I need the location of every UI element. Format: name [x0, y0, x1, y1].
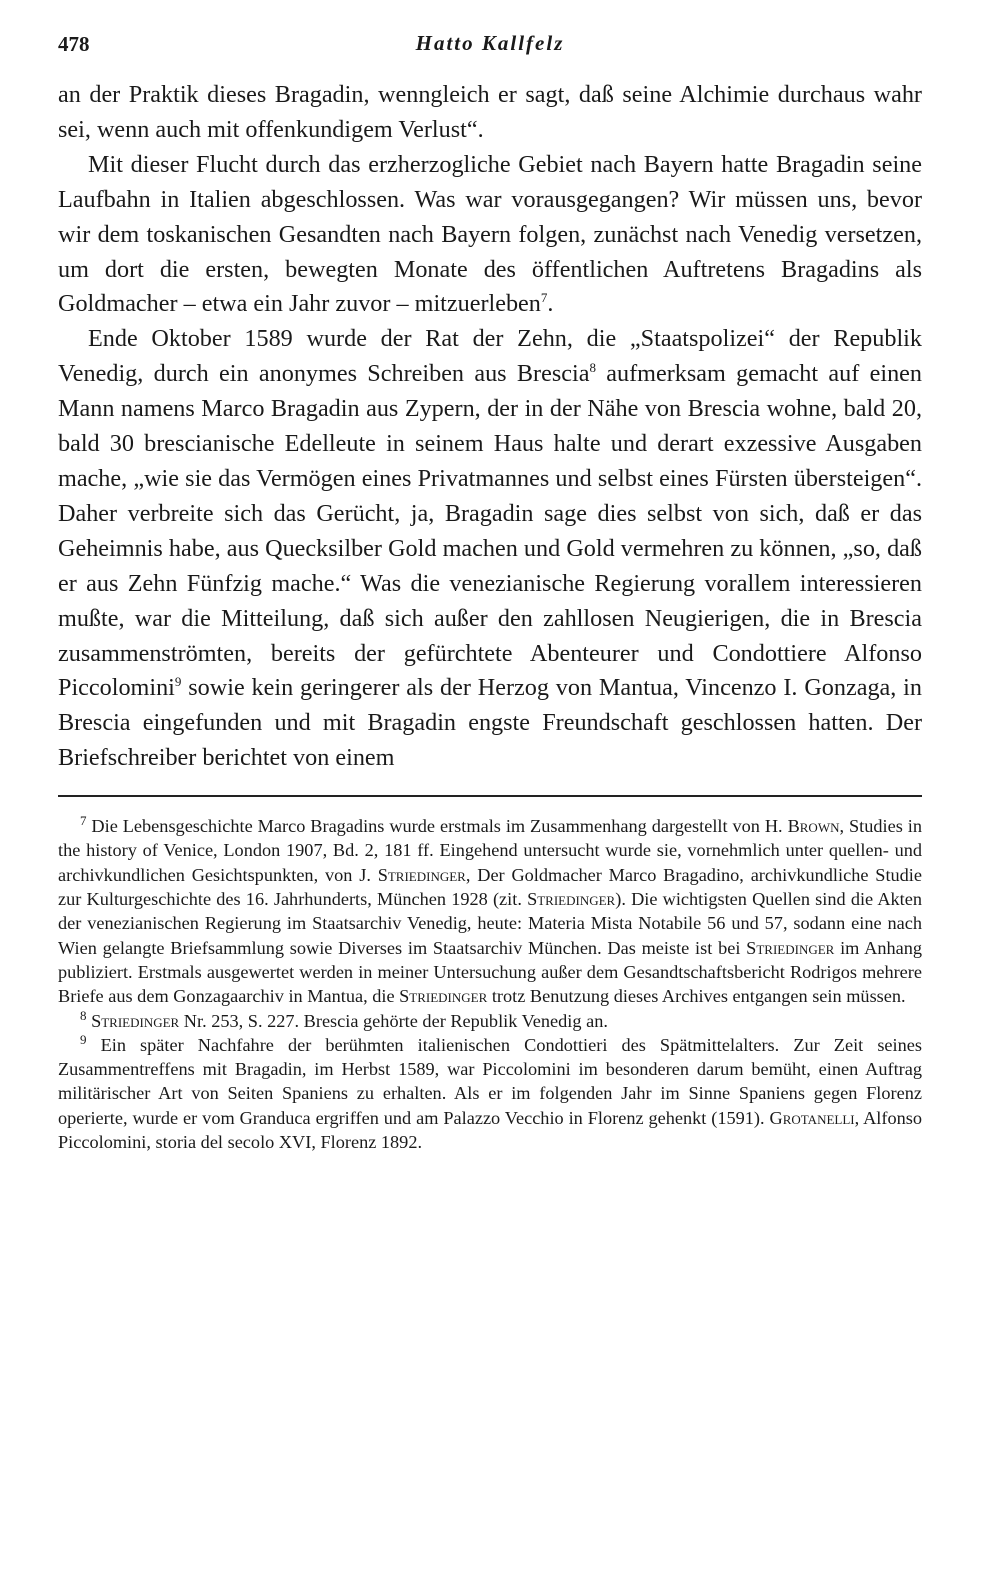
- author-name: Grotanelli: [769, 1107, 855, 1128]
- paragraph-3-text-a: Ende Oktober 1589 wurde der Rat der Zehn, die „Staatspolizei“ der Republik Venedig, durch ein anonymes Schreiben aus Brescia: [58, 325, 922, 388]
- footnote-divider: [58, 795, 922, 797]
- author-name: Striedinger: [377, 864, 466, 885]
- footnote-7-mark: 7: [80, 813, 87, 829]
- footnotes: [58, 814, 922, 1154]
- author-name: Brown: [787, 816, 840, 837]
- page-number: 478: [58, 32, 90, 56]
- author-name: Striedinger: [91, 1010, 180, 1031]
- author-name: Striedinger: [399, 986, 488, 1007]
- footnote-ref-9: 9: [174, 674, 182, 690]
- footnote-ref-8: 8: [589, 360, 596, 376]
- footnote-7-text: , Studies in the history of Venice, London 1907, Bd. 2, 181 ff. Eingehend untersucht wurde sie, vornehmlich unter quellen- und archivkundlichen Gesichtspunkten, von J.: [58, 816, 922, 885]
- footnote-ref-7: 7: [540, 290, 548, 306]
- footnote-9-text: , Alfonso Piccolomini, storia del secolo XVI, Florenz 1892.: [58, 1107, 922, 1152]
- footnote-7-text: im Anhang publiziert. Erstmals ausgewertet werden in meiner Untersuchung außer dem Gesandtschaftsbericht Rodrigos mehrere Briefe aus dem Gonzagaarchiv in Mantua, die: [58, 937, 922, 1007]
- paragraph-3-text-b: aufmerksam gemacht auf einen Mann namens Marco Bragadin aus Zypern, der in der Nähe von Brescia wohne, bald 20, bald 30 brescianische Edelleute in seinem Haus halte und derart exzessive Ausgaben mache, „wie sie das Vermögen eines Privatmannes und selbst eines Fürsten übersteigen“. Daher verbreite sich das Gerücht, ja, Bragadin sage dies selbst von sich, daß er das Geheimnis habe, aus Quecksilber Gold machen und Gold vermehren zu können, „so, daß er aus Zehn Fünfzig mache.“ Was die venezianische Regierung vorallem interessieren mußte, war die Mitteilung, daß sich außer den zahllosen Neugierigen, die in Brescia zusammenströmten, bereits der gefürchtete Abenteurer und Condottiere Alfonso Piccolomini: [58, 360, 922, 702]
- running-head: [58, 28, 922, 62]
- paragraph-2-text: Mit dieser Flucht durch das erzherzogliche Gebiet nach Bayern hatte Bragadin seine Laufbahn in Italien abgeschlossen. Was war vorausgegangen? Wir müssen uns, bevor wir dem toskanischen Gesandten nach Bayern folgen, zunächst nach Venedig versetzen, um dort die ersten, bewegten Monate des öffentlichen Auftretens Bragadins als Goldmacher – etwa ein Jahr zuvor – mitzuerleben: [58, 150, 922, 318]
- paragraph-2-end: .: [547, 290, 554, 318]
- book-page: [58, 28, 922, 1154]
- footnote-7-text: trotz Benutzung dieses Archives entgangen sein müssen.: [487, 986, 906, 1007]
- footnote-9: [58, 1033, 922, 1154]
- paragraph-1: an der Praktik dieses Bragadin, wenngleich er sagt, daß seine Alchimie durchaus wahr sei, wenn auch mit offenkundigem Verlust“.: [58, 81, 922, 143]
- footnote-7-text: ). Die wichtigsten Quellen sind die Akten der venezianischen Regierung im Staatsarchiv Venedig, heute: Materia Mista Notabile 56 und 57, sodann eine nach Wien gelangte Briefsammlung sowie Diverses im Staatsarchiv München. Das meiste ist bei: [58, 889, 922, 958]
- footnote-7-text: , Der Goldmacher Marco Bragadino, archivkundliche Studie zur Kulturgeschichte des 16. Jahrhunderts, München 1928 (zit.: [58, 864, 922, 910]
- footnote-7: [58, 814, 922, 1008]
- footnote-7-text: Die Lebensgeschichte Marco Bragadins wurde erstmals im Zusammenhang dargestellt von H.: [86, 816, 788, 837]
- author-name: Striedinger: [746, 937, 835, 958]
- footnote-8-text: Nr. 253, S. 227. Brescia gehörte der Republik Venedig an.: [179, 1010, 608, 1031]
- main-text: [58, 78, 922, 776]
- running-title: Hatto Kallfelz: [415, 31, 565, 55]
- paragraph-2: [58, 148, 922, 323]
- footnote-8: [58, 1009, 922, 1033]
- paragraph-3-text-c: sowie kein geringerer als der Herzog von Mantua, Vincenzo I. Gonzaga, in Brescia eingefunden und mit Bragadin engste Freundschaft geschlossen hatten. Der Briefschreiber berichtet von einem: [58, 674, 922, 772]
- author-name: Striedinger: [527, 889, 616, 910]
- paragraph-3: [58, 322, 922, 776]
- footnote-8-mark: 8: [80, 1007, 87, 1023]
- footnote-9-text: Ein später Nachfahre der berühmten italienischen Condottieri des Spätmittelalters. Zur Zeit seines Zusammentreffens mit Bragadin, im Herbst 1589, war Piccolomini im besonderen darum bemüht, einen Auftrag militärischer Art von Seiten Spaniens zu erhalten. Als er im folgenden Jahr im Sinne Spaniens gegen Florenz operierte, wurde er vom Granduca ergriffen und am Palazzo Vecchio in Florenz gehenkt (1591).: [58, 1034, 922, 1128]
- footnote-9-mark: 9: [80, 1031, 87, 1047]
